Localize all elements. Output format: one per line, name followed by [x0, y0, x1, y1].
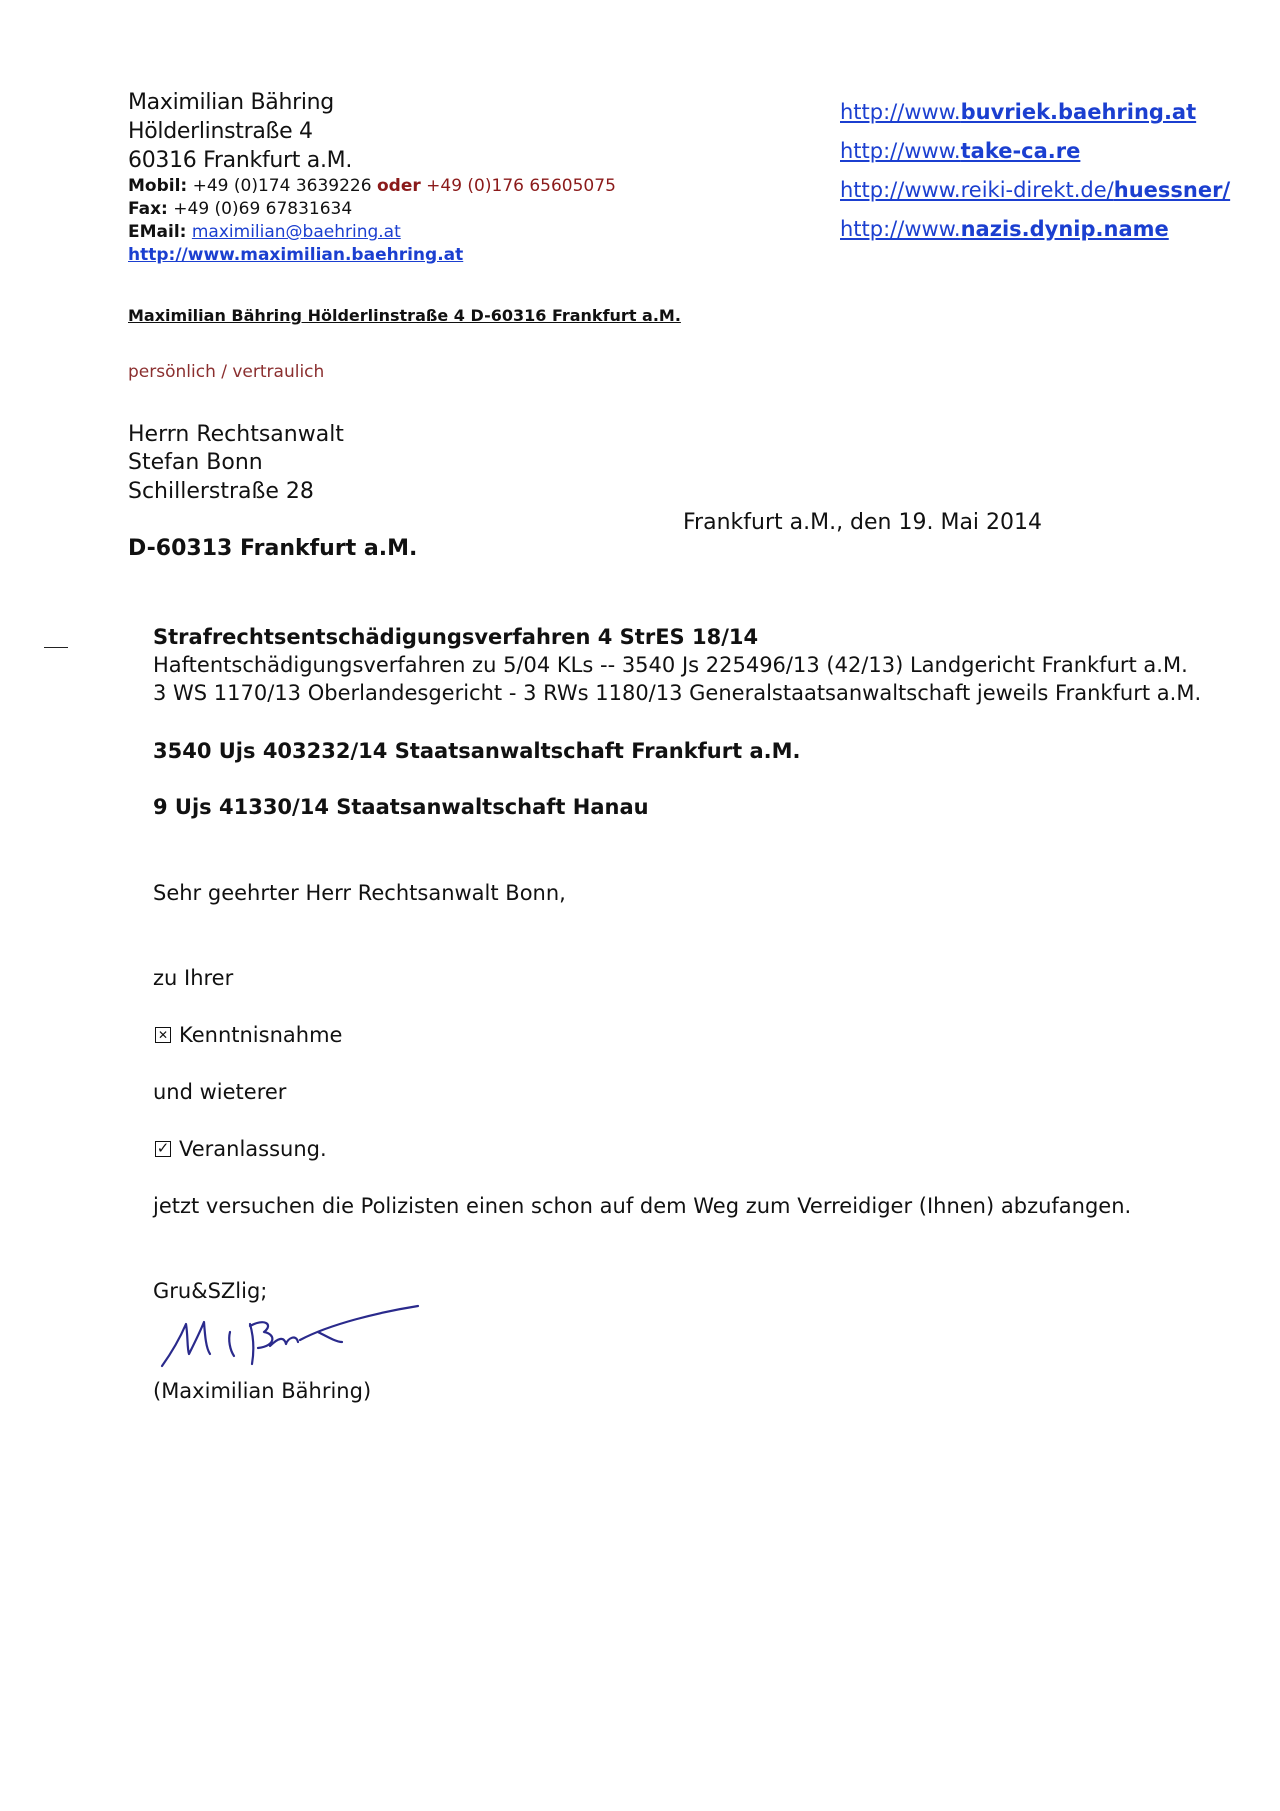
link-prefix: http://www.reiki-direkt.de/ — [840, 178, 1114, 202]
sender-name: Maximilian Bähring — [128, 90, 334, 115]
mobile-number-2: +49 (0)176 65605075 — [426, 176, 616, 196]
recipient-city: D-60313 Frankfurt a.M. — [128, 536, 418, 561]
link-prefix: http://www. — [840, 217, 961, 241]
return-address: Maximilian Bähring Hölderlinstraße 4 D-60316 Frankfurt a.M. — [128, 306, 681, 325]
handwritten-signature — [150, 1302, 430, 1374]
recipient-street: Schillerstraße 28 — [128, 479, 314, 504]
checkbox-crossed-icon — [155, 1027, 171, 1043]
link-take-care[interactable] — [840, 139, 1080, 163]
link-bold: huessner/ — [1113, 178, 1231, 202]
email-label: EMail: — [128, 222, 187, 242]
link-buvriek[interactable] — [840, 100, 1196, 124]
subject-line-3: 3 WS 1170/13 Oberlandesgericht - 3 RWs 1180/13 Generalstaatsanwaltschaft jeweils Frankfurt a.M. — [153, 681, 1202, 705]
mobile-number-1: +49 (0)174 3639226 — [192, 176, 372, 196]
mobile-label: Mobil: — [128, 176, 188, 196]
recipient-title: Herrn Rechtsanwalt — [128, 422, 344, 447]
checkbox-label-2: Veranlassung. — [179, 1137, 327, 1161]
subject-title: Strafrechtsentschädigungsverfahren 4 StrES 18/14 — [153, 625, 759, 649]
sender-street: Hölderlinstraße 4 — [128, 119, 313, 144]
recipient-name: Stefan Bonn — [128, 450, 263, 475]
link-nazis[interactable] — [840, 217, 1169, 241]
checkbox-checked-icon — [155, 1141, 171, 1157]
checkbox-item-1 — [155, 1023, 342, 1047]
link-prefix: http://www. — [840, 139, 961, 163]
sender-city: 60316 Frankfurt a.M. — [128, 148, 353, 173]
body-line-1: zu Ihrer — [153, 966, 234, 990]
sender-email-line — [128, 222, 401, 242]
subject-ref-1: 3540 Ujs 403232/14 Staatsanwaltschaft Frankfurt a.M. — [153, 739, 801, 763]
sender-website-line — [128, 245, 463, 265]
fax-label: Fax: — [128, 199, 168, 219]
email-link[interactable]: maximilian@baehring.at — [191, 222, 401, 242]
letter-date: Frankfurt a.M., den 19. Mai 2014 — [683, 510, 1043, 535]
checkbox-label-1: Kenntnisnahme — [179, 1023, 343, 1047]
salutation: Sehr geehrter Herr Rechtsanwalt Bonn, — [153, 881, 566, 905]
link-bold: buvriek.baehring.at — [960, 100, 1197, 124]
body-line-2: und wieterer — [153, 1080, 287, 1104]
fax-number: +49 (0)69 67831634 — [173, 199, 353, 219]
website-link[interactable]: http://www.maximilian.baehring.at — [128, 245, 464, 265]
checkbox-item-2 — [155, 1137, 327, 1161]
or-text: oder — [376, 176, 421, 196]
signature-name: (Maximilian Bähring) — [153, 1379, 372, 1403]
fold-mark — [44, 647, 68, 648]
link-reiki[interactable] — [840, 178, 1230, 202]
closing: Gru&SZlig; — [153, 1279, 268, 1303]
link-bold: take-ca.re — [960, 139, 1081, 163]
link-prefix: http://www. — [840, 100, 961, 124]
subject-ref-2: 9 Ujs 41330/14 Staatsanwaltschaft Hanau — [153, 795, 649, 819]
subject-line-2: Haftentschädigungsverfahren zu 5/04 KLs -- 3540 Js 225496/13 (42/13) Landgericht Frankfurt a.M. — [153, 653, 1188, 677]
sender-fax-line — [128, 199, 352, 219]
sender-mobile-line — [128, 176, 616, 196]
confidential-note: persönlich / vertraulich — [128, 362, 325, 382]
link-bold: nazis.dynip.name — [960, 217, 1169, 241]
body-line-3: jetzt versuchen die Polizisten einen schon auf dem Weg zum Verreidiger (Ihnen) abzufangen. — [153, 1194, 1132, 1218]
